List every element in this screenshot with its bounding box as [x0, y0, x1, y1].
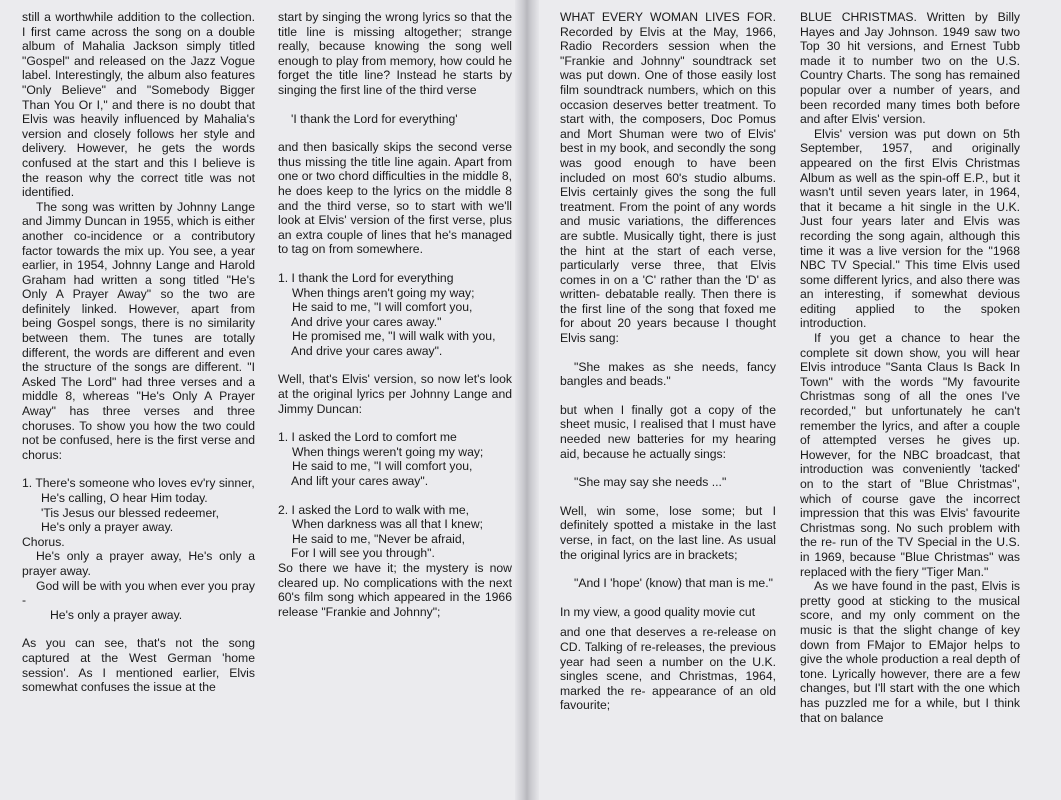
column-2: [278, 10, 512, 619]
verse-line: He's only a prayer away.: [41, 520, 174, 535]
column-1: [22, 10, 255, 695]
quote: "She makes as she needs, fancy bangles and beads.": [560, 359, 776, 389]
chorus-label: Chorus.: [22, 534, 65, 549]
verse-line: When things weren't going my way;: [292, 444, 484, 459]
verse-line: 1. I thank the Lord for everything: [278, 270, 454, 285]
paragraph: The song was written by Johnny Lange and Jimmy Duncan in 1955, which is either another co-incidence or a contributory factor towards the mix up. You see, a year earlier, in 1954, Johnny Lange and Harold Graham had written a song titled "He's Only A Prayer Away" so the two are definitely linked. However, apart from being Gospel songs, there is no similarity between them. The tunes are totally different, the words are different and even the structure of the songs are different. "I Asked The Lord" had three verses and a middle 8, whereas "He's Only A Prayer Away" has three verses and three choruses. To show you how the two could not be confused, here is the first verse and chorus:: [22, 199, 255, 462]
verse-line: For I will see you through".: [291, 546, 435, 561]
paragraph: start by singing the wrong lyrics so that the title line is missing altogether; strange really, because knowing the song well enough to play from memory, how could he forget the title line? Instead he starts by singing the first line of the third verse: [278, 10, 512, 97]
verse-line: When things aren't going my way;: [292, 285, 475, 300]
verse-line: He's only a prayer away, He's only a prayer away.: [22, 549, 255, 578]
paragraph: Well, win some, lose some; but I definitely spotted a mistake in the last verse, in fact, on the last line. As usual the original lyrics are in brackets;: [560, 503, 776, 562]
paragraph: and one that deserves a re-release on CD. Talking of re-releases, the previous year had seen a number on the U.K. singles scene, and Christmas, 1964, marked the re- appearance of an old favourite;: [560, 625, 776, 713]
paragraph: BLUE CHRISTMAS. Written by Billy Hayes and Jay Johnson. 1949 saw two Top 30 hit versions, and Ernest Tubb made it to number two on the U.S. Country Charts. The song has remained popular over a number of years, and been recorded many times both before and after Elvis' version.: [800, 10, 1020, 127]
verse-line: He's calling, O hear Him today.: [41, 491, 208, 505]
quote: 'I thank the Lord for everything': [291, 111, 458, 126]
verse-line: He said to me, "I will comfort you,: [292, 459, 473, 474]
verse-line: 'Tis Jesus our blessed redeemer,: [41, 505, 219, 520]
paragraph: Well, that's Elvis' version, so now let's look at the original lyrics per Johnny Lange and Jimmy Duncan:: [278, 372, 512, 416]
verse-line: And lift your cares away".: [291, 474, 429, 489]
verse-line: God will be with you when ever you pray -: [22, 578, 255, 608]
paragraph: As we have found in the past, Elvis is pretty good at sticking to the musical score, and my only comment on the music is that the slight change of key down from FMajor to EMajor helps to give the whole production a real depth of tone. Lyrically however, there are a few changes, but I'll start with the one which has puzzled me for a while, but I think that on balance: [800, 579, 1020, 725]
verse-line: 1. There's someone who loves ev'ry sinner,: [22, 476, 255, 491]
column-3: [560, 10, 776, 713]
verse-line: He said to me, "Never be afraid,: [292, 531, 465, 546]
verse-line: 2. I asked the Lord to walk with me,: [278, 502, 470, 517]
verse-line: He promised me, "I will walk with you,: [292, 329, 496, 344]
verse-line: When darkness was all that I knew;: [292, 517, 484, 532]
page-gutter: [515, 0, 539, 800]
verse-line: And drive your cares away.": [291, 314, 442, 329]
verse-line: He said to me, "I will comfort you,: [292, 300, 473, 315]
paragraph: WHAT EVERY WOMAN LIVES FOR. Recorded by Elvis at the May, 1966, Radio Recorders session when the "Frankie and Johnny" soundtrack set was put down. One of those easily lost film soundtrack numbers, which on this occasion deserves better treatment. To start with, the composers, Doc Pomus and Mort Shuman were two of Elvis' best in my book, and secondly the song was good enough to have been included on most 60's studio albums. Elvis certainly gives the song the full treatment. From the point of any words and music variations, the differences are subtle. Musically tight, there is just the hint at the start of each verse, particularly verse three, that Elvis comes in on a 'C' rather than the 'D' as written- debatable really. Then there is the first line of the song that foxed me for about 20 years because I thought Elvis sang:: [560, 10, 776, 346]
paragraph: and then basically skips the second verse thus missing the title line again. Apart from one or two chord difficulties in the middle 8, he does keep to the lyrics on the middle 8 and the third verse, so to start with we'll look at Elvis' version of the first verse, plus an extra couple of lines that he's managed to tag on from somewhere.: [278, 140, 512, 257]
paragraph: In my view, a good quality movie cut: [560, 604, 756, 619]
column-4: [800, 10, 1020, 725]
verse-line: 1. I asked the Lord to comfort me: [278, 430, 457, 445]
quote: "And I 'hope' (know) that man is me.": [574, 576, 773, 591]
paragraph: but when I finally got a copy of the sheet music, I realised that I must have needed new batteries for my hearing aid, because he actually sings:: [560, 402, 776, 461]
quote: "She may say she needs ...": [574, 475, 727, 490]
paragraph: still a worthwhile addition to the collection. I first came across the song on a double album of Mahalia Jackson simply titled "Gospel" and released on the Jazz Vogue label. Interestingly, the album also features "Only Believe" and "Somebody Bigger Than You Or I," and there is no doubt that Elvis was heavily influenced by Mahalia's version and closely follows her style and delivery. However, he gets the words confused at the start and this I believe is the reason why the correct title was not identified.: [22, 10, 255, 200]
verse-line: He's only a prayer away.: [50, 607, 183, 622]
paragraph: So there we have it; the mystery is now cleared up. No complications with the next 60's film song which appeared in the 1966 release "Frankie and Johnny";: [278, 561, 512, 619]
verse-line: And drive your cares away".: [291, 343, 443, 358]
paragraph: If you get a chance to hear the complete sit down show, you will hear Elvis introduce "Santa Claus Is Back In Town" with the words "My favourite Christmas song of all the ones I've recorded," but unfortunately he can't remember the lyrics, and after a couple of attempted verses he gives up. However, for the NBC broadcast, that introduction was conveniently 'tacked' on to the start of "Blue Christmas", which of course gave the incorrect impression that this was Elvis' favourite Christmas song. No such problem with the re- run of the TV Special in the U.S. in 1969, because "Blue Christmas" was replaced with the fiery "Tiger Man.": [800, 331, 1020, 579]
paragraph: As you can see, that's not the song captured at the West German 'home session'. As I mentioned earlier, Elvis somewhat confuses the issue at the: [22, 636, 255, 695]
paragraph: Elvis' version was put down on 5th September, 1957, and originally appeared on the first Elvis Christmas Album as well as the spin-off E.P., but it wasn't until seven years later, in 1964, that it became a hit single in the U.K. Just four years later and Elvis was recording the song again, although this time it was a live version for the "1968 NBC TV Special." This time Elvis used some different lyrics, and also there was an interesting, if somewhat devious editing applied to the spoken introduction.: [800, 126, 1020, 331]
